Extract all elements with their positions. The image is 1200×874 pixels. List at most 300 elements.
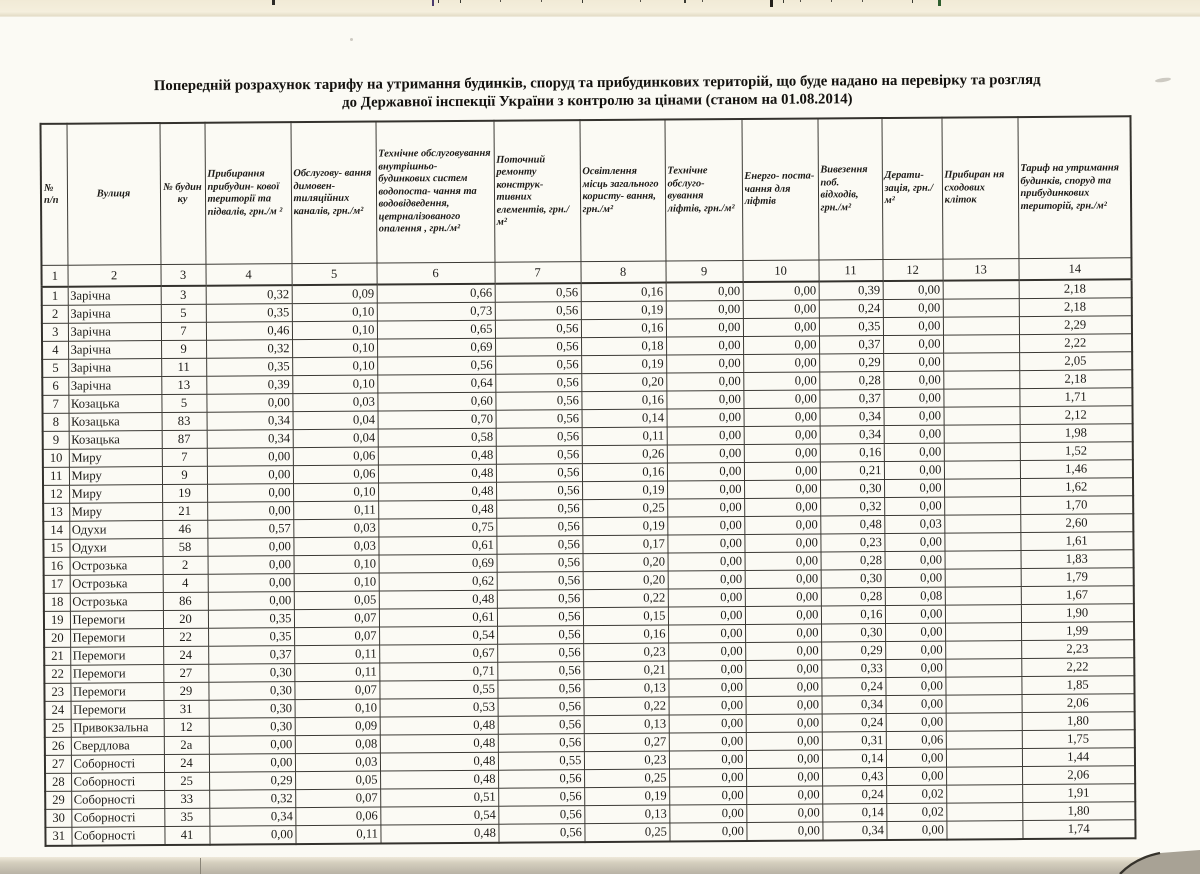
table-cell: 5 bbox=[161, 304, 206, 322]
table-cell: 0,23 bbox=[583, 643, 668, 662]
table-cell: 0,00 bbox=[667, 480, 744, 499]
table-cell: 0,00 bbox=[207, 466, 293, 485]
table-cell: 29 bbox=[163, 682, 208, 700]
table-cell: 0,00 bbox=[883, 281, 943, 300]
table-cell: 0,00 bbox=[883, 353, 943, 371]
table-cell: 0,28 bbox=[821, 588, 885, 606]
column-header: Дерати- зація, грн./м² bbox=[881, 118, 942, 260]
table-cell: 0,56 bbox=[495, 320, 581, 339]
table-cell bbox=[944, 533, 1020, 552]
table-cell: 2,22 bbox=[1019, 334, 1132, 353]
table-cell: 0,10 bbox=[294, 555, 379, 574]
table-cell: 0,21 bbox=[583, 661, 668, 680]
table-cell: 0,56 bbox=[495, 356, 581, 375]
table-cell: 0,09 bbox=[292, 285, 377, 304]
table-cell: 0,00 bbox=[207, 484, 293, 503]
table-cell: 5 bbox=[42, 359, 68, 377]
table-cell: 0,00 bbox=[884, 479, 944, 497]
column-header: Поточний ремонту конструк- тивних елементів, грн./м² bbox=[493, 120, 580, 262]
table-cell: 0,00 bbox=[885, 551, 945, 569]
column-number: 14 bbox=[1018, 258, 1131, 280]
table-cell: 1,62 bbox=[1020, 478, 1133, 497]
table-cell: 0,00 bbox=[743, 300, 819, 319]
table-cell: 0,20 bbox=[583, 553, 668, 572]
table-cell: 0,00 bbox=[667, 498, 744, 517]
table-cell: 0,48 bbox=[378, 446, 496, 465]
table-cell: 0,16 bbox=[821, 606, 885, 624]
table-cell bbox=[943, 335, 1019, 354]
table-cell: 3 bbox=[42, 323, 68, 341]
table-cell: 0,00 bbox=[667, 462, 744, 481]
table-cell: 6 bbox=[42, 377, 68, 395]
table-cell: 13 bbox=[161, 376, 206, 394]
table-cell: 0,03 bbox=[293, 519, 378, 538]
table-cell: 0,00 bbox=[883, 317, 943, 335]
table-cell: 0,28 bbox=[821, 552, 885, 570]
table-cell: 0,00 bbox=[669, 786, 746, 805]
table-cell: 1,98 bbox=[1020, 424, 1133, 443]
table-cell: 5 bbox=[161, 394, 206, 412]
table-cell: 0,03 bbox=[293, 537, 378, 556]
table-cell: 0,56 bbox=[496, 482, 582, 501]
column-number: 3 bbox=[160, 264, 205, 286]
table-cell: 0,51 bbox=[380, 788, 498, 807]
table-cell: 0,00 bbox=[746, 822, 822, 841]
table-cell: 0,00 bbox=[886, 821, 946, 840]
table-cell: 1,83 bbox=[1021, 550, 1134, 569]
table-cell: 0,56 bbox=[497, 644, 583, 663]
table-cell: Перемоги bbox=[70, 665, 163, 684]
table-cell: 0,56 bbox=[495, 392, 581, 411]
table-cell: 0,00 bbox=[745, 588, 821, 607]
column-number: 1 bbox=[41, 265, 67, 287]
column-number: 4 bbox=[205, 264, 291, 286]
table-cell bbox=[946, 749, 1022, 768]
table-cell: 0,08 bbox=[295, 735, 380, 754]
table-cell: 2,06 bbox=[1022, 766, 1135, 785]
table-cell: 0,56 bbox=[495, 302, 581, 321]
table-cell bbox=[946, 731, 1022, 750]
table-cell: 0,11 bbox=[582, 427, 667, 446]
table-cell: Привокзальна bbox=[71, 719, 164, 738]
table-cell: 0,56 bbox=[497, 554, 583, 573]
table-cell: 0,00 bbox=[667, 444, 744, 463]
table-cell: 11 bbox=[161, 358, 206, 376]
table-cell: 0,35 bbox=[206, 358, 292, 377]
table-cell: 0,10 bbox=[292, 321, 377, 340]
column-header: Прибиран ня сходових кліток bbox=[941, 117, 1018, 259]
table-cell: 0,70 bbox=[378, 410, 496, 429]
table-cell: 46 bbox=[162, 520, 207, 538]
table-cell: 0,00 bbox=[666, 300, 743, 319]
table-cell: 0,30 bbox=[208, 682, 294, 701]
table-cell: 0,24 bbox=[819, 300, 883, 318]
table-cell: Соборності bbox=[71, 791, 164, 810]
table-cell: 4 bbox=[163, 574, 208, 592]
table-cell: 0,14 bbox=[582, 409, 667, 428]
table-cell: 0,20 bbox=[581, 373, 666, 392]
table-cell: 0,02 bbox=[886, 785, 946, 803]
table-cell: 0,00 bbox=[746, 714, 822, 733]
table-cell: 0,00 bbox=[667, 534, 744, 553]
table-cell: 0,35 bbox=[206, 304, 292, 323]
table-cell: 0,07 bbox=[294, 681, 379, 700]
table-cell: 0,56 bbox=[498, 788, 584, 807]
table-cell: 0,00 bbox=[746, 768, 822, 787]
table-cell: 0,00 bbox=[669, 750, 746, 769]
table-cell: 10 bbox=[43, 449, 69, 467]
table-cell: 0,56 bbox=[495, 338, 581, 357]
table-cell: 18 bbox=[44, 593, 70, 611]
table-cell: Острозька bbox=[70, 557, 163, 576]
table-cell: 0,00 bbox=[744, 444, 820, 463]
table-cell: 0,00 bbox=[744, 426, 820, 445]
table-cell: 0,56 bbox=[496, 410, 582, 429]
table-cell: 0,13 bbox=[584, 805, 669, 824]
table-cell: 86 bbox=[163, 592, 208, 610]
table-cell: 0,00 bbox=[743, 390, 819, 409]
table-cell: 0,37 bbox=[208, 646, 294, 665]
table-cell: 0,00 bbox=[743, 336, 819, 355]
table-cell: 0,10 bbox=[295, 699, 380, 718]
table-cell: 0,00 bbox=[746, 786, 822, 805]
table-cell: 0,00 bbox=[744, 534, 820, 553]
table-cell: 0,00 bbox=[669, 768, 746, 787]
table-cell bbox=[946, 785, 1022, 804]
table-cell: 0,56 bbox=[497, 590, 583, 609]
table-cell: 0,39 bbox=[206, 376, 292, 395]
table-cell: 0,19 bbox=[581, 301, 666, 320]
table-cell: 0,00 bbox=[743, 354, 819, 373]
table-cell: 0,00 bbox=[208, 592, 294, 611]
table-cell: 0,16 bbox=[583, 625, 668, 644]
table-cell: 2,06 bbox=[1022, 694, 1135, 713]
table-cell: 21 bbox=[44, 647, 70, 665]
table-cell: 1,80 bbox=[1022, 802, 1135, 821]
table-cell bbox=[946, 803, 1022, 822]
table-cell: 0,11 bbox=[293, 501, 378, 520]
table-cell: 2,18 bbox=[1019, 298, 1132, 317]
table-cell: 0,00 bbox=[884, 497, 944, 515]
table-cell: 0,00 bbox=[744, 462, 820, 481]
table-cell: 0,24 bbox=[822, 786, 886, 804]
table-cell: 0,15 bbox=[583, 607, 668, 626]
table-cell: 0,09 bbox=[295, 717, 380, 736]
table-cell: 0,21 bbox=[820, 462, 884, 480]
table-cell: 0,48 bbox=[380, 734, 498, 753]
table-cell: 0,56 bbox=[496, 446, 582, 465]
table-cell: 0,54 bbox=[379, 626, 497, 645]
table-cell: 0,00 bbox=[884, 425, 944, 443]
table-cell: 0,31 bbox=[822, 732, 886, 750]
table-cell: 22 bbox=[163, 628, 208, 646]
table-cell: 0,30 bbox=[209, 718, 295, 737]
table-cell: 0,10 bbox=[292, 339, 377, 358]
table-cell: 0,69 bbox=[379, 554, 497, 573]
table-cell: 0,00 bbox=[668, 642, 745, 661]
table-cell: 0,00 bbox=[209, 826, 295, 845]
table-cell bbox=[946, 821, 1022, 840]
table-cell: Соборності bbox=[71, 809, 164, 828]
table-cell: 0,00 bbox=[744, 498, 820, 517]
table-cell: Козацька bbox=[69, 413, 162, 432]
table-cell: 0,37 bbox=[819, 336, 883, 354]
table-cell: 0,34 bbox=[820, 408, 884, 426]
table-cell: 0,02 bbox=[886, 803, 946, 821]
table-cell: 2,18 bbox=[1019, 370, 1132, 389]
table-cell: 0,66 bbox=[377, 284, 495, 303]
table-cell: Перемоги bbox=[70, 683, 163, 702]
table-cell: 0,30 bbox=[209, 700, 295, 719]
table-cell: 0,00 bbox=[669, 696, 746, 715]
table-cell: Зарічна bbox=[68, 377, 161, 396]
table-cell: 11 bbox=[43, 467, 69, 485]
table-cell: 0,00 bbox=[669, 822, 746, 841]
table-cell: 8 bbox=[43, 413, 69, 431]
table-cell: 0,53 bbox=[380, 698, 498, 717]
table-cell: 1,61 bbox=[1020, 532, 1133, 551]
column-number: 6 bbox=[376, 262, 494, 284]
table-cell: 0,00 bbox=[745, 552, 821, 571]
table-cell: 0,24 bbox=[822, 714, 886, 732]
table-cell: 0,00 bbox=[885, 569, 945, 587]
table-cell: 0,04 bbox=[293, 429, 378, 448]
table-cell: 0,55 bbox=[379, 680, 497, 699]
table-cell: 0,00 bbox=[884, 407, 944, 425]
table-cell: 0,67 bbox=[379, 644, 497, 663]
table-cell: 27 bbox=[45, 755, 71, 773]
column-number: 12 bbox=[882, 259, 942, 281]
table-cell: 29 bbox=[45, 791, 71, 809]
paper-corner-fold bbox=[0, 844, 1200, 874]
table-cell: 25 bbox=[45, 719, 71, 737]
table-cell: 0,00 bbox=[886, 767, 946, 785]
table-cell: 0,05 bbox=[295, 771, 380, 790]
document-title-line-2: до Державної інспекції України з контролю за цінами (станом на 01.08.2014) bbox=[342, 91, 853, 111]
table-cell: 0,34 bbox=[822, 822, 886, 841]
table-cell: 0,56 bbox=[497, 626, 583, 645]
table-cell: 1 bbox=[42, 287, 68, 306]
column-header: Енерго- поста- чання для ліфтів bbox=[741, 118, 818, 260]
table-cell: 0,13 bbox=[584, 715, 669, 734]
table-cell: 0,00 bbox=[884, 461, 944, 479]
table-cell bbox=[946, 695, 1022, 714]
table-cell: 1,79 bbox=[1021, 568, 1134, 587]
table-cell: 0,55 bbox=[498, 752, 584, 771]
table-cell: 2,23 bbox=[1021, 640, 1134, 659]
column-header: Вивезення поб. відходів, грн./м² bbox=[817, 118, 882, 260]
table-cell: 0,58 bbox=[378, 428, 496, 447]
table-cell: 0,25 bbox=[584, 769, 669, 788]
table-cell: 0,00 bbox=[885, 605, 945, 623]
table-cell: 0,00 bbox=[207, 538, 293, 557]
table-cell: 2,12 bbox=[1019, 406, 1132, 425]
table-cell: 0,00 bbox=[667, 408, 744, 427]
table-cell: 0,32 bbox=[206, 340, 292, 359]
table-cell: 0,00 bbox=[883, 371, 943, 389]
table-cell: 0,48 bbox=[379, 590, 497, 609]
table-cell bbox=[943, 353, 1019, 372]
table-cell: 0,73 bbox=[377, 302, 495, 321]
column-header: Прибирання прибудин- кової території та підвалів, грн./м ² bbox=[204, 122, 291, 264]
table-cell: 0,00 bbox=[208, 556, 294, 575]
table-cell: 87 bbox=[162, 430, 207, 448]
table-cell: 1,44 bbox=[1022, 748, 1135, 767]
table-cell: 24 bbox=[45, 701, 71, 719]
table-cell: 0,00 bbox=[744, 480, 820, 499]
table-cell: 0,00 bbox=[668, 570, 745, 589]
table-cell: 0,34 bbox=[207, 430, 293, 449]
table-cell: Соборності bbox=[71, 827, 164, 846]
column-header: Обслугову- вання димовен- тиляційних каналів, грн./м² bbox=[290, 122, 376, 264]
table-cell: 0,48 bbox=[380, 716, 498, 735]
table-cell: 0,04 bbox=[293, 411, 378, 430]
table-cell: 0,54 bbox=[380, 806, 498, 825]
table-cell: 0,00 bbox=[745, 570, 821, 589]
column-header: Тариф на утримання будинків, споруд та прибудинкових територій, грн./м² bbox=[1017, 116, 1131, 258]
table-cell: Перемоги bbox=[70, 647, 163, 666]
table-cell: 0,27 bbox=[584, 733, 669, 752]
table-cell: 0,00 bbox=[668, 588, 745, 607]
column-header: Освітлення місць загального користу- вання, грн./м² bbox=[579, 120, 665, 262]
table-cell: 12 bbox=[164, 718, 209, 736]
table-cell: 0,56 bbox=[496, 500, 582, 519]
table-cell: 0,06 bbox=[295, 807, 380, 826]
table-cell: 0,71 bbox=[379, 662, 497, 681]
table-cell: 0,23 bbox=[584, 751, 669, 770]
table-cell: 0,32 bbox=[206, 285, 292, 304]
table-cell: 28 bbox=[45, 773, 71, 791]
document-title bbox=[57, 70, 1137, 114]
table-cell: 0,75 bbox=[378, 518, 496, 537]
column-number: 13 bbox=[942, 259, 1018, 281]
table-cell: 0,00 bbox=[666, 354, 743, 373]
table-cell: Соборності bbox=[71, 755, 164, 774]
table-cell: 2,22 bbox=[1021, 658, 1134, 677]
table-cell: 0,48 bbox=[378, 464, 496, 483]
table-cell: 0,48 bbox=[380, 824, 498, 843]
table-cell: 0,29 bbox=[819, 354, 883, 372]
table-cell: 0,56 bbox=[377, 356, 495, 375]
table-cell: 0,56 bbox=[498, 806, 584, 825]
table-cell: 7 bbox=[162, 448, 207, 466]
table-cell: 0,00 bbox=[666, 336, 743, 355]
table-cell: Соборності bbox=[71, 773, 164, 792]
table-cell: Зарічна bbox=[68, 341, 161, 360]
table-cell: 2 bbox=[42, 305, 68, 323]
table-cell: 0,19 bbox=[582, 481, 667, 500]
table-cell: 0,11 bbox=[295, 825, 380, 844]
table-cell: Зарічна bbox=[68, 359, 161, 378]
table-cell: Острозька bbox=[70, 593, 163, 612]
table-cell: 0,57 bbox=[207, 520, 293, 539]
table-cell: 0,65 bbox=[377, 320, 495, 339]
table-cell: 0,00 bbox=[884, 533, 944, 551]
table-cell: Перемоги bbox=[71, 701, 164, 720]
table-cell: 0,56 bbox=[496, 428, 582, 447]
table-cell: 0,16 bbox=[581, 283, 666, 302]
table-cell: 0,64 bbox=[377, 374, 495, 393]
table-cell: Миру bbox=[69, 449, 162, 468]
table-cell: Зарічна bbox=[68, 305, 161, 324]
table-cell: 2,60 bbox=[1020, 514, 1133, 533]
table-cell: 0,00 bbox=[208, 574, 294, 593]
table-cell: 13 bbox=[43, 503, 69, 521]
table-cell: 17 bbox=[44, 575, 70, 593]
table-cell: 83 bbox=[162, 412, 207, 430]
table-cell: 0,30 bbox=[208, 664, 294, 683]
table-cell: Зарічна bbox=[68, 286, 161, 305]
column-header: № будин ку bbox=[159, 123, 205, 265]
table-cell: 0,00 bbox=[886, 713, 946, 731]
table-cell: 58 bbox=[162, 538, 207, 556]
table-cell: 0,16 bbox=[582, 463, 667, 482]
table-cell bbox=[944, 497, 1020, 516]
table-cell: 2 bbox=[163, 556, 208, 574]
table-cell: 0,56 bbox=[498, 698, 584, 717]
column-header: Технічне обслуго- вування ліфтів, грн./м² bbox=[664, 119, 742, 261]
table-cell: 0,00 bbox=[746, 732, 822, 751]
table-cell: 0,00 bbox=[744, 408, 820, 427]
table-cell: 0,11 bbox=[294, 663, 379, 682]
table-cell: 12 bbox=[43, 485, 69, 503]
table-cell: 0,00 bbox=[744, 516, 820, 535]
table-cell: 0,29 bbox=[209, 772, 295, 791]
table-cell: 0,56 bbox=[495, 283, 581, 302]
table-cell: 0,07 bbox=[294, 609, 379, 628]
table-cell: 2,29 bbox=[1019, 316, 1132, 335]
table-cell: 0,03 bbox=[295, 753, 380, 772]
table-cell: 0,00 bbox=[883, 299, 943, 317]
table-cell: Миру bbox=[69, 467, 162, 486]
table-cell bbox=[943, 389, 1019, 408]
table-cell: 0,00 bbox=[667, 516, 744, 535]
table-cell: Козацька bbox=[68, 395, 161, 414]
table-cell: 0,00 bbox=[745, 678, 821, 697]
table-cell: 35 bbox=[164, 808, 209, 826]
table-cell: 0,00 bbox=[668, 552, 745, 571]
table-cell bbox=[944, 479, 1020, 498]
table-cell: 0,16 bbox=[581, 319, 666, 338]
table-cell: 0,00 bbox=[669, 732, 746, 751]
table-cell: 0,00 bbox=[745, 624, 821, 643]
column-header: № п/п bbox=[41, 124, 68, 266]
table-cell: 3 bbox=[161, 286, 206, 305]
column-number: 11 bbox=[818, 260, 882, 282]
table-cell: 0,10 bbox=[292, 375, 377, 394]
table-cell: 0,32 bbox=[820, 498, 884, 516]
table-cell: 0,56 bbox=[498, 824, 584, 843]
table-cell: 0,19 bbox=[584, 787, 669, 806]
table-cell: 7 bbox=[161, 322, 206, 340]
table-cell: 1,52 bbox=[1020, 442, 1133, 461]
table-cell: 0,48 bbox=[820, 516, 884, 534]
table-cell bbox=[945, 623, 1021, 642]
table-cell: Миру bbox=[69, 485, 162, 504]
table-cell: 0,37 bbox=[819, 390, 883, 408]
table-cell: 0,03 bbox=[292, 393, 377, 412]
table-cell: 15 bbox=[43, 539, 69, 557]
table-cell: Острозька bbox=[70, 575, 163, 594]
table-cell: 0,00 bbox=[206, 394, 292, 413]
table-cell: 0,00 bbox=[666, 372, 743, 391]
column-number: 2 bbox=[67, 265, 160, 287]
table-cell: Зарічна bbox=[68, 323, 161, 342]
table-cell: 0,00 bbox=[745, 642, 821, 661]
table-cell bbox=[946, 713, 1022, 732]
table-cell: 0,00 bbox=[745, 606, 821, 625]
table-cell: 31 bbox=[45, 827, 71, 846]
